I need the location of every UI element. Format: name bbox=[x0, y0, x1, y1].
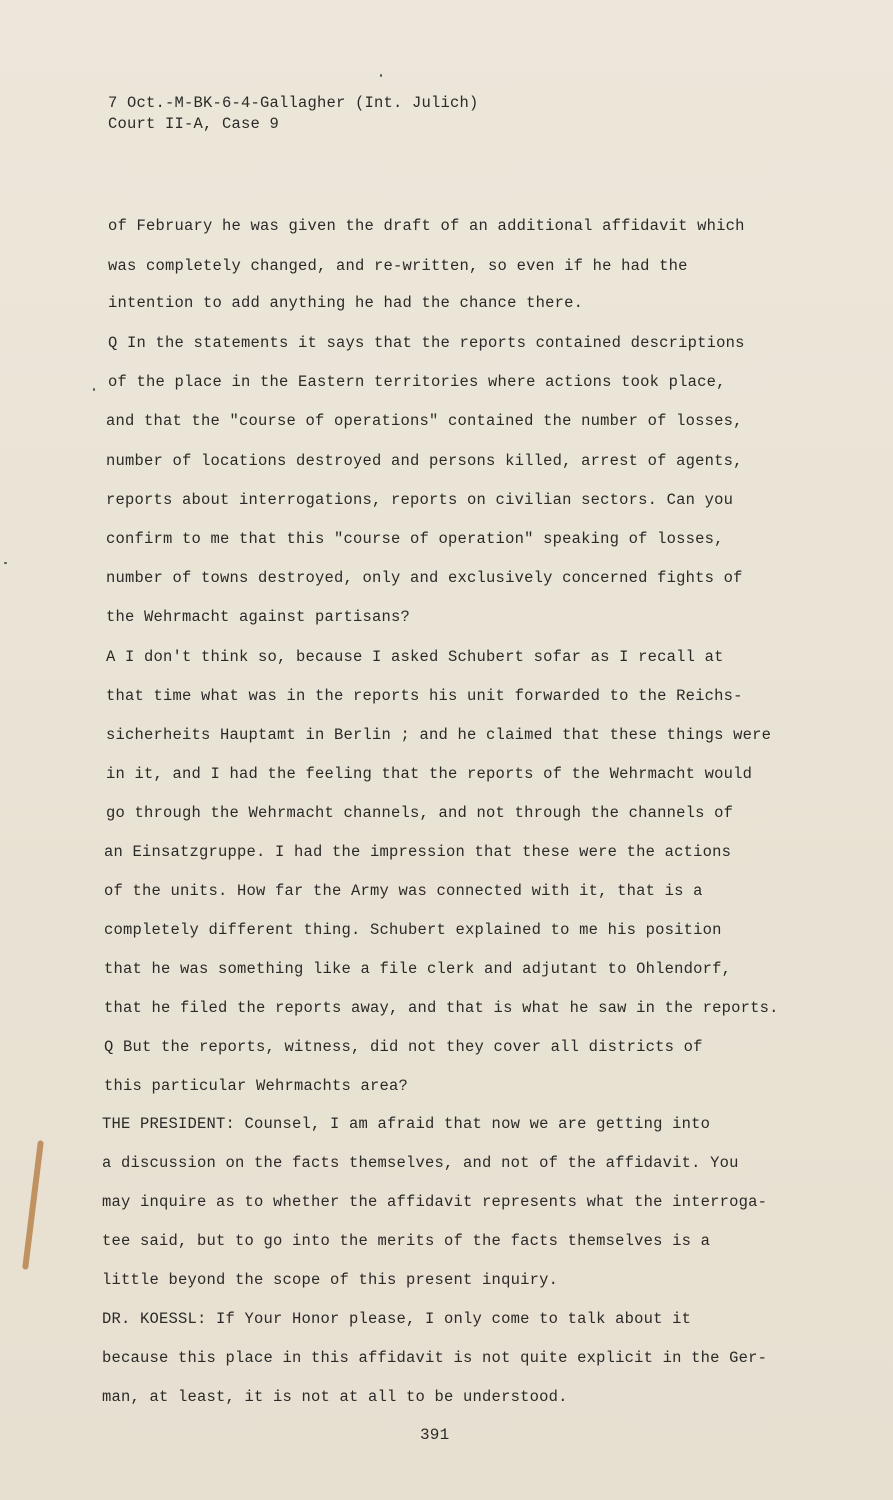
transcript-line: an Einsatzgruppe. I had the impression that these were the actions bbox=[104, 843, 732, 861]
transcript-line: sicherheits Hauptamt in Berlin ; and he claimed that these things were bbox=[106, 726, 772, 744]
header-court-line: Court II-A, Case 9 bbox=[108, 115, 280, 133]
header-reference-line: 7 Oct.-M-BK-6-4-Gallagher (Int. Julich) bbox=[108, 94, 479, 112]
paper-speck bbox=[93, 388, 95, 391]
transcript-line: this particular Wehrmachts area? bbox=[104, 1077, 409, 1095]
document-header bbox=[108, 93, 479, 135]
transcript-line: of the units. How far the Army was connected with it, that is a bbox=[104, 882, 703, 900]
transcript-line: reports about interrogations, reports on civilian sectors. Can you bbox=[106, 491, 734, 509]
transcript-line: that time what was in the reports his unit forwarded to the Reichs- bbox=[106, 687, 743, 705]
transcript-line: number of towns destroyed, only and exclusively concerned fights of bbox=[106, 569, 743, 587]
paper-speck bbox=[4, 562, 7, 564]
margin-pencil-mark bbox=[22, 1140, 44, 1270]
transcript-line: A I don't think so, because I asked Schubert sofar as I recall at bbox=[106, 648, 724, 666]
transcript-line: tee said, but to go into the merits of the facts themselves is a bbox=[102, 1232, 711, 1250]
transcript-line: little beyond the scope of this present inquiry. bbox=[102, 1271, 559, 1289]
transcript-line: man, at least, it is not at all to be understood. bbox=[102, 1388, 568, 1406]
transcript-line: a discussion on the facts themselves, and not of the affidavit. You bbox=[102, 1154, 739, 1172]
transcript-line: number of locations destroyed and persons killed, arrest of agents, bbox=[106, 452, 743, 470]
transcript-line: that he filed the reports away, and that is what he saw in the reports. bbox=[104, 999, 779, 1017]
transcript-line: in it, and I had the feeling that the reports of the Wehrmacht would bbox=[106, 765, 753, 783]
transcript-line: THE PRESIDENT: Counsel, I am afraid that now we are getting into bbox=[102, 1115, 711, 1133]
transcript-line: of February he was given the draft of an additional affidavit which bbox=[108, 217, 745, 235]
transcript-line: confirm to me that this "course of operation" speaking of losses, bbox=[106, 530, 724, 548]
transcript-line: completely different thing. Schubert explained to me his position bbox=[104, 921, 722, 939]
transcript-line: DR. KOESSL: If Your Honor please, I only come to talk about it bbox=[102, 1310, 692, 1328]
transcript-line: was completely changed, and re-written, so even if he had the bbox=[108, 257, 688, 275]
paper-speck bbox=[380, 74, 382, 77]
transcript-line: because this place in this affidavit is not quite explicit in the Ger- bbox=[102, 1349, 768, 1367]
transcript-line: Q But the reports, witness, did not they cover all districts of bbox=[104, 1038, 703, 1056]
transcript-line: intention to add anything he had the chance there. bbox=[108, 294, 584, 312]
transcript-line: the Wehrmacht against partisans? bbox=[106, 608, 411, 626]
transcript-line: of the place in the Eastern territories where actions took place, bbox=[108, 373, 726, 391]
transcript-line: go through the Wehrmacht channels, and not through the channels of bbox=[106, 804, 734, 822]
page-number: 391 bbox=[420, 1426, 450, 1444]
transcript-line: that he was something like a file clerk and adjutant to Ohlendorf, bbox=[104, 960, 732, 978]
transcript-line: Q In the statements it says that the reports contained descriptions bbox=[108, 334, 745, 352]
transcript-line: may inquire as to whether the affidavit represents what the interroga- bbox=[102, 1193, 768, 1211]
transcript-line: and that the "course of operations" contained the number of losses, bbox=[106, 412, 743, 430]
